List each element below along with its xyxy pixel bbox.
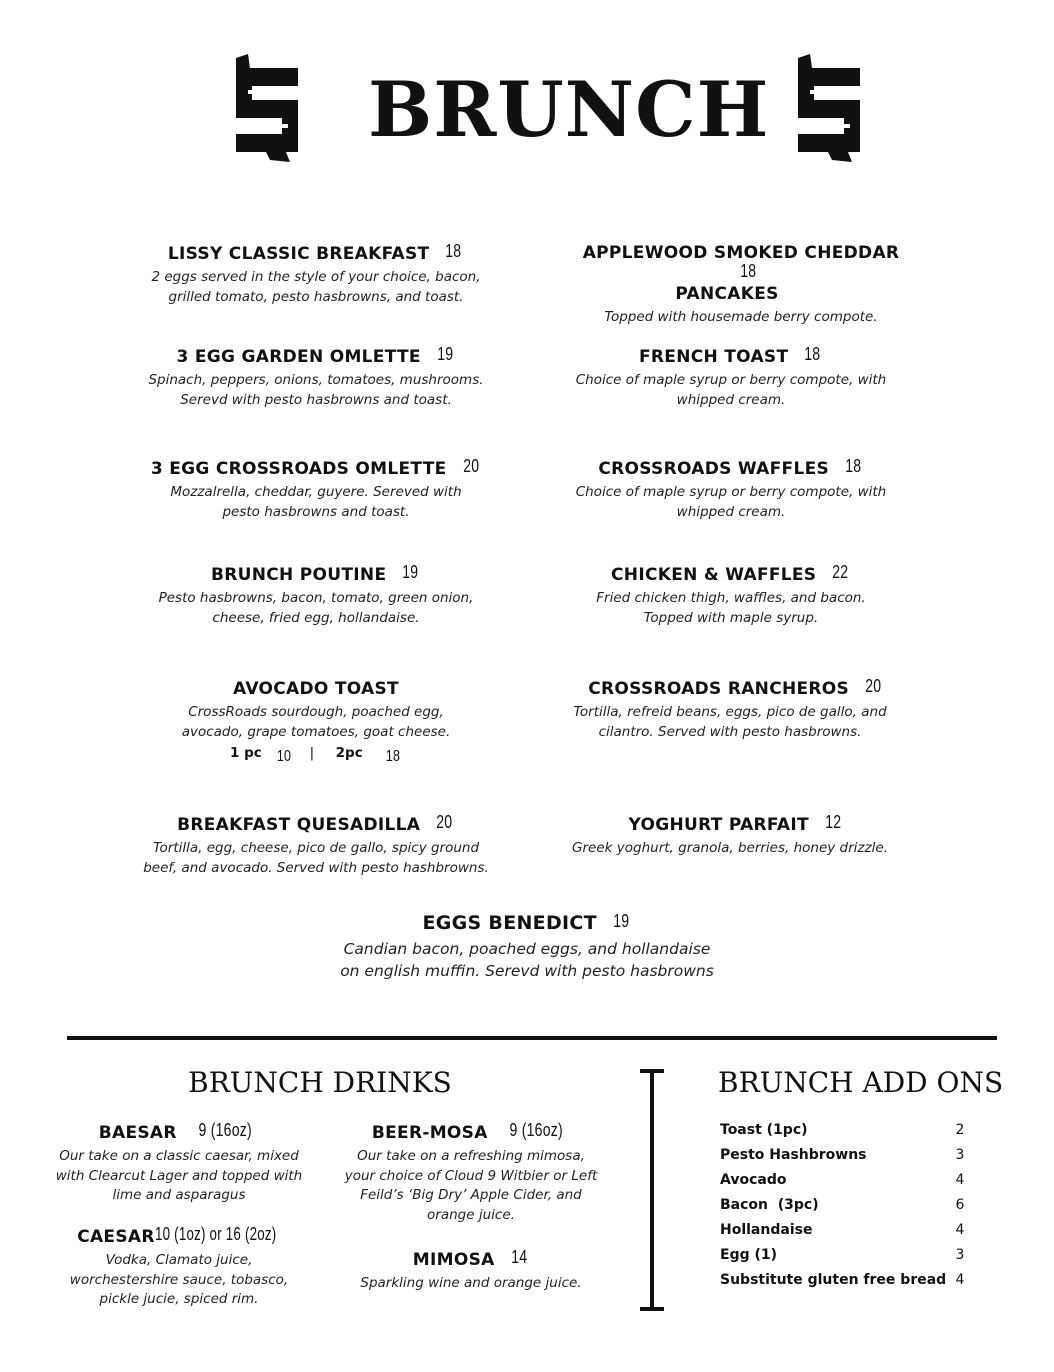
item-name: APPLEWOOD SMOKED CHEDDAR: [582, 243, 900, 263]
drink-desc-line: Sparkling wine and orange juice.: [360, 1275, 582, 1291]
menu-item-lissy-classic-breakfast: [146, 243, 486, 307]
addon-row: [720, 1220, 966, 1245]
drinks-section-title: BRUNCH DRINKS: [188, 1066, 452, 1099]
page-title: BRUNCH: [368, 65, 770, 154]
addon-name: Avocado: [720, 1172, 787, 1188]
menu-item-yoghurt-parfait: [566, 814, 906, 859]
item-desc-line: Candian bacon, poached eggs, and hollandaise: [343, 940, 711, 958]
addon-name: Substitute gluten free bread: [720, 1272, 947, 1288]
menu-item-chicken-and-waffles: [566, 564, 896, 628]
item-desc-line: 2 eggs served in the style of your choice, bacon,: [151, 269, 481, 285]
item-name: CHICKEN & WAFFLES: [611, 565, 817, 585]
drink-desc-line: with Clearcut Lager and topped with: [55, 1167, 303, 1184]
addon-price: 6: [955, 1197, 965, 1213]
addon-row: [720, 1145, 966, 1170]
drink-desc-line: your choice of Cloud 9 Witbier or Left: [344, 1167, 598, 1184]
menu-item-brunch-poutine: [146, 564, 486, 628]
item-desc-line: Topped with housemade berry compote.: [604, 309, 878, 325]
item-name: BREAKFAST QUESADILLA: [177, 815, 421, 835]
item-desc-line: on english muffin. Serevd with pesto hasbrowns: [340, 961, 714, 980]
item-name: 3 EGG CROSSROADS OMLETTE: [150, 459, 447, 479]
item-price: 12: [825, 812, 842, 832]
item-desc-line: cheese, fried egg, hollandaise.: [212, 609, 420, 626]
item-desc-line: avocado, grape tomatoes, goat cheese.: [181, 723, 451, 740]
menu-item-avocado-toast: [146, 679, 486, 765]
item-price: 22: [832, 562, 849, 582]
addon-row: [720, 1170, 966, 1195]
item-name: EGGS BENEDICT: [422, 912, 597, 934]
item-desc-line: Greek yoghurt, granola, berries, honey drizzle.: [572, 840, 888, 856]
addons-list: [720, 1120, 966, 1295]
menu-item-crossroads-rancheros: [566, 678, 906, 742]
addon-price: 2: [955, 1122, 965, 1138]
item-price: 19: [613, 911, 630, 931]
addon-price: 4: [955, 1172, 965, 1188]
option-label: 2pc: [335, 745, 363, 761]
menu-item-breakfast-quesadilla: [141, 814, 491, 878]
item-price: 20: [865, 676, 882, 696]
addon-name: Toast (1pc): [720, 1122, 808, 1138]
addon-name: Pesto Hashbrowns: [720, 1147, 867, 1163]
item-name: FRENCH TOAST: [639, 347, 789, 367]
option-divider: |: [309, 745, 315, 761]
drink-desc-line: orange juice.: [427, 1206, 515, 1223]
menu-item-eggs-benedict: [327, 913, 727, 982]
addon-name: Egg (1): [720, 1247, 778, 1263]
item-name: YOGHURT PARFAIT: [628, 815, 809, 835]
drink-price: 9 (16oz): [509, 1120, 563, 1140]
item-name: BRUNCH POUTINE: [210, 565, 387, 585]
option-label: 1 pc: [230, 745, 262, 761]
menu-item-3-egg-garden-omlette: [141, 346, 491, 410]
drink-desc-line: Feild’s ‘Big Dry’ Apple Cider, and: [360, 1187, 582, 1203]
drink-baesar: [48, 1122, 310, 1206]
option-price: 18: [385, 748, 401, 765]
avocado-toast-options: [146, 744, 486, 765]
item-desc-line: Serevd with pesto hasbrowns and toast.: [180, 391, 452, 408]
section-divider: [67, 1036, 997, 1040]
item-desc-line: whipped cream.: [676, 391, 786, 408]
addon-name: Bacon (3pc): [720, 1197, 819, 1213]
addon-price: 3: [955, 1147, 965, 1163]
drink-caesar: [48, 1226, 348, 1310]
item-desc-line: beef, and avocado. Served with pesto hashbrowns.: [143, 859, 489, 876]
item-desc-line: CrossRoads sourdough, poached egg,: [188, 704, 444, 720]
drink-desc-line: Our take on a classic caesar, mixed: [59, 1148, 299, 1164]
item-price: 19: [402, 562, 419, 582]
item-desc-line: Tortilla, refreid beans, eggs, pico de gallo, and: [573, 704, 887, 720]
drink-desc-line: pickle jucie, spiced rim.: [99, 1291, 259, 1307]
item-desc-line: cilantro. Served with pesto hasbrowns.: [598, 723, 862, 740]
drink-desc-line: worchestershire sauce, tobasco,: [69, 1271, 289, 1288]
item-desc-line: pesto hasbrowns and toast.: [222, 503, 410, 520]
menu-item-crossroads-waffles: [566, 458, 896, 522]
drink-price: 9 (16oz): [198, 1120, 252, 1140]
item-price: 18: [739, 261, 757, 281]
addon-price: 3: [955, 1247, 965, 1263]
drink-name: CAESAR: [77, 1227, 155, 1247]
drink-beer-mosa: [340, 1122, 602, 1225]
drink-desc-line: Our take on a refreshing mimosa,: [357, 1148, 585, 1164]
drink-desc-line: lime and asparagus: [112, 1187, 246, 1203]
drink-price: 14: [510, 1247, 527, 1267]
item-desc-line: Topped with maple syrup.: [643, 609, 819, 626]
item-desc-line: whipped cream.: [676, 503, 786, 520]
item-name: CROSSROADS RANCHEROS: [588, 679, 850, 699]
menu-item-3-egg-crossroads-omlette: [141, 458, 491, 522]
crossroads-logo-right-icon: [788, 52, 872, 164]
item-desc-line: Fried chicken thigh, waffles, and bacon.: [596, 590, 866, 606]
drink-price: 10 (1oz) or 16 (2oz): [154, 1224, 277, 1244]
item-desc-line: Mozzalrella, cheddar, guyere. Sereved with: [170, 484, 462, 500]
item-desc-line: Tortilla, egg, cheese, pico de gallo, spicy ground: [152, 840, 480, 856]
drink-desc-line: Vodka, Clamato juice,: [105, 1252, 253, 1268]
drink-name: MIMOSA: [412, 1250, 495, 1270]
item-price: 18: [845, 456, 862, 476]
item-desc-line: Choice of maple syrup or berry compote, with: [575, 372, 887, 388]
menu-item-applewood-smoked-cheddar-pancakes: [566, 243, 916, 328]
item-name: 3 EGG GARDEN OMLETTE: [176, 347, 421, 367]
column-divider-stem: [650, 1069, 654, 1311]
addon-row: [720, 1270, 966, 1295]
addon-row: [720, 1120, 966, 1145]
addon-name: Hollandaise: [720, 1222, 813, 1238]
crossroads-logo-left-icon: [226, 52, 310, 164]
drink-mimosa: [340, 1249, 602, 1294]
item-price: 19: [437, 344, 454, 364]
item-price: 18: [445, 241, 462, 261]
item-desc-line: Spinach, peppers, onions, tomatoes, mushrooms.: [148, 372, 484, 388]
addons-section-title: BRUNCH ADD ONS: [718, 1066, 1004, 1099]
item-price: 20: [436, 812, 453, 832]
item-price: 18: [804, 344, 821, 364]
option-price: 10: [276, 748, 291, 765]
item-name: CROSSROADS WAFFLES: [598, 459, 830, 479]
drink-name: BAESAR: [98, 1123, 177, 1143]
item-name: AVOCADO TOAST: [233, 679, 399, 699]
item-price: 20: [462, 456, 479, 476]
item-desc-line: Pesto hasbrowns, bacon, tomato, green onion,: [158, 590, 474, 606]
column-divider-bottom: [640, 1307, 664, 1311]
addon-price: 4: [955, 1222, 965, 1238]
addon-row: [720, 1195, 966, 1220]
addon-price: 4: [955, 1272, 965, 1288]
item-desc-line: grilled tomato, pesto hasbrowns, and toast.: [168, 288, 464, 305]
item-desc-line: Choice of maple syrup or berry compote, with: [575, 484, 887, 500]
item-name: LISSY CLASSIC BREAKFAST: [167, 244, 430, 264]
addon-row: [720, 1245, 966, 1270]
item-name-line-2: PANCAKES: [675, 284, 779, 304]
drink-name: BEER-MOSA: [371, 1123, 488, 1143]
menu-item-french-toast: [566, 346, 896, 410]
